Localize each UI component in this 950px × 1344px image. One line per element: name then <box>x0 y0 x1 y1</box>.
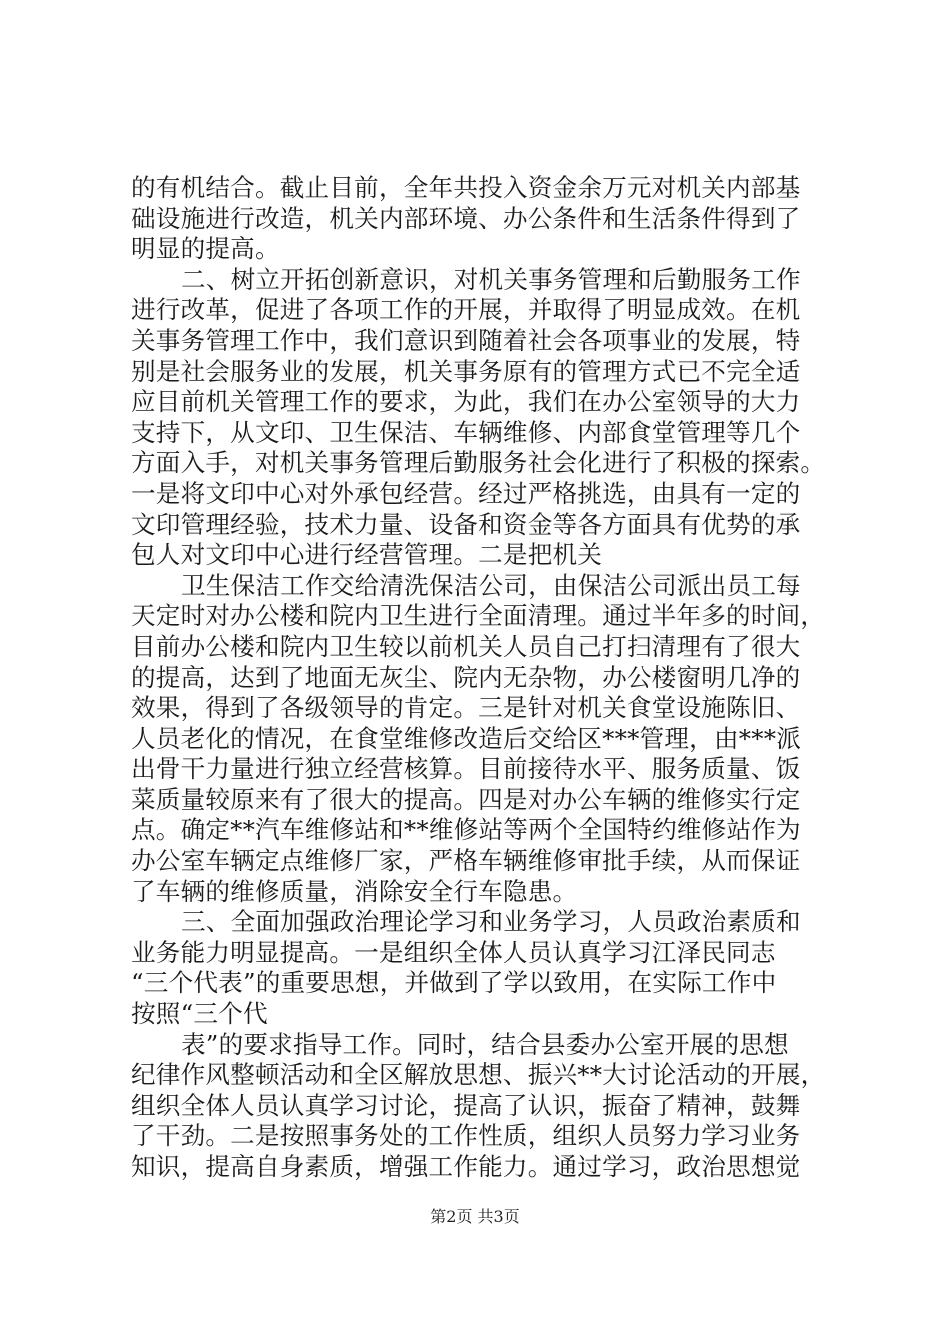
text-line: “三个代表”的重要思想，并做到了学以致用，在实际工作中 <box>131 968 777 998</box>
text-line: 的提高，达到了地面无灰尘、院内无杂物，办公楼窗明几净的 <box>131 662 801 692</box>
text-line: 效果，得到了各级领导的肯定。三是针对机关食堂设施陈旧、 <box>131 693 801 723</box>
paragraph-first-line: 三、全面加强政治理论学习和业务学习，人员政治素质和 <box>181 907 801 937</box>
text-line: 包人对文印中心进行经营管理。二是把机关 <box>131 540 603 570</box>
text-line: 办公室车辆定点维修厂家，严格车辆维修审批手续，从而保证 <box>131 846 801 876</box>
text-line: 了干劲。二是按照事务处的工作性质，组织人员努力学习业务 <box>131 1121 801 1151</box>
text-line: 知识，提高自身素质，增强工作能力。通过学习，政治思想觉 <box>131 1152 801 1181</box>
text-line: 了车辆的维修质量，消除安全行车隐患。 <box>131 876 578 906</box>
text-line: 按照“三个代 <box>131 999 268 1029</box>
text-line: 天定时对办公楼和院内卫生进行全面清理。通过半年多的时间， <box>131 601 826 631</box>
text-line: 明显的提高。 <box>131 234 280 264</box>
paragraph-first-line: 二、树立开拓创新意识，对机关事务管理和后勤服务工作 <box>181 264 801 294</box>
text-line: 别是社会服务业的发展，机关事务原有的管理方式已不完全适 <box>131 356 801 386</box>
text-line: 支持下，从文印、卫生保洁、车辆维修、内部食堂管理等几个 <box>131 417 801 447</box>
text-line: 组织全体人员认真学习讨论，提高了认识，振奋了精神，鼓舞 <box>131 1090 801 1120</box>
text-line: 一是将文印中心对外承包经营。经过严格挑选，由具有一定的 <box>131 478 801 508</box>
text-line: 关事务管理工作中，我们意识到随着社会各项事业的发展，特 <box>131 325 801 355</box>
text-line: 人员老化的情况，在食堂维修改造后交给区***管理，由***派 <box>131 723 802 753</box>
text-line: 方面入手，对机关事务管理后勤服务社会化进行了积极的探索。 <box>131 448 826 478</box>
text-line: 应目前机关管理工作的要求，为此，我们在办公室领导的大力 <box>131 387 801 417</box>
text-line: 目前办公楼和院内卫生较以前机关人员自己打扫清理有了很大 <box>131 631 801 661</box>
text-line: 纪律作风整顿活动和全区解放思想、振兴**大讨论活动的开展， <box>131 1060 826 1090</box>
text-line: 文印管理经验，技术力量、设备和资金等各方面具有优势的承 <box>131 509 801 539</box>
text-line: 的有机结合。截止目前，全年共投入资金余万元对机关内部基 <box>131 173 801 202</box>
text-line: 进行改革，促进了各项工作的开展，并取得了明显成效。在机 <box>131 295 801 325</box>
text-line: 菜质量较原来有了很大的提高。四是对办公车辆的维修实行定 <box>131 784 801 814</box>
paragraph-first-line: 表”的要求指导工作。同时，结合县委办公室开展的思想 <box>181 1029 789 1059</box>
paragraph-first-line: 卫生保洁工作交给清洗保洁公司，由保洁公司派出员工每 <box>181 570 801 600</box>
document-body <box>131 173 831 1183</box>
text-line: 业务能力明显提高。一是组织全体人员认真学习江泽民同志 <box>131 937 776 967</box>
text-line: 础设施进行改造，机关内部环境、办公条件和生活条件得到了 <box>131 203 801 233</box>
page-number-footer: 第2页 共3页 <box>430 1207 520 1226</box>
text-line: 出骨干力量进行独立经营核算。目前接待水平、服务质量、饭 <box>131 754 801 784</box>
text-line: 点。确定**汽车维修站和**维修站等两个全国特约维修站作为 <box>131 815 801 845</box>
